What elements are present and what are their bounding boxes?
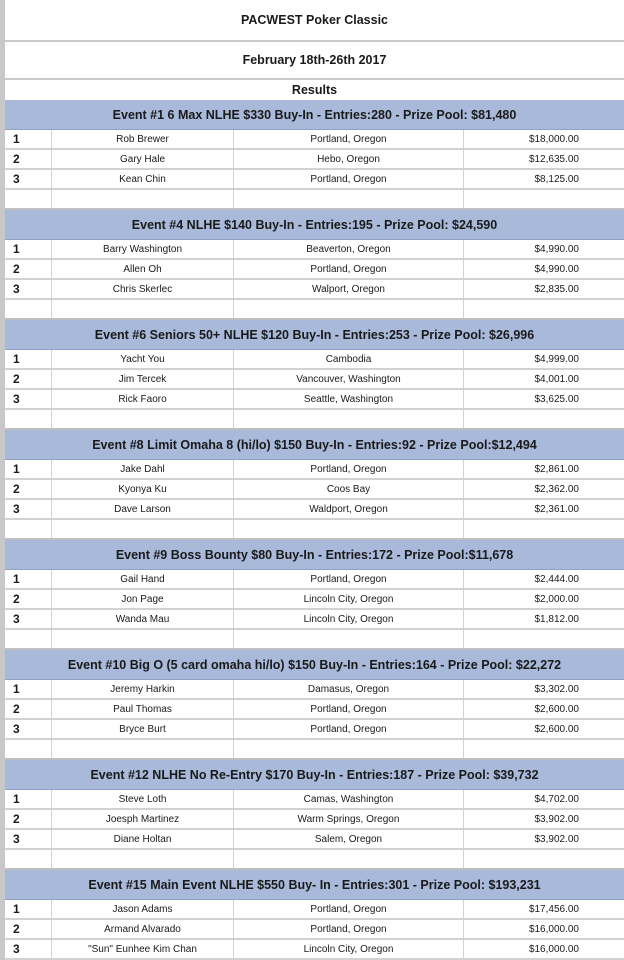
place-cell: 3	[5, 170, 52, 188]
player-name-cell: Rob Brewer	[52, 130, 234, 148]
result-row	[5, 700, 624, 720]
hometown-cell: Vancouver, Washington	[234, 370, 464, 388]
player-name-cell: Armand Alvarado	[52, 920, 234, 938]
empty-cell	[5, 410, 52, 428]
result-row	[5, 940, 624, 960]
place-cell: 1	[5, 790, 52, 808]
player-name-cell: Barry Washington	[52, 240, 234, 258]
empty-cell	[464, 190, 624, 208]
empty-cell	[234, 850, 464, 868]
place-cell: 1	[5, 130, 52, 148]
hometown-cell: Coos Bay	[234, 480, 464, 498]
player-name-cell: Jake Dahl	[52, 460, 234, 478]
place-cell: 1	[5, 240, 52, 258]
event-header: Event #8 Limit Omaha 8 (hi/lo) $150 Buy-In - Entries:92 - Prize Pool:$12,494	[5, 430, 624, 460]
hometown-cell: Portland, Oregon	[234, 460, 464, 478]
hometown-cell: Salem, Oregon	[234, 830, 464, 848]
empty-cell	[52, 300, 234, 318]
prize-cell: $2,362.00	[534, 483, 579, 495]
result-row	[5, 590, 624, 610]
hometown-cell: Lincoln City, Oregon	[234, 940, 464, 958]
prize-cell: $3,902.00	[534, 813, 579, 825]
hometown-cell: Portland, Oregon	[234, 700, 464, 718]
player-name-cell: Kyonya Ku	[52, 480, 234, 498]
result-row	[5, 460, 624, 480]
prize-cell: $4,990.00	[534, 243, 579, 255]
result-row	[5, 900, 624, 920]
event-block	[5, 100, 624, 210]
place-cell: 3	[5, 830, 52, 848]
events-list	[5, 100, 624, 960]
hometown-cell: Portland, Oregon	[234, 720, 464, 738]
place-cell: 2	[5, 810, 52, 828]
result-row	[5, 280, 624, 300]
place-cell: 3	[5, 500, 52, 518]
place-cell: 1	[5, 570, 52, 588]
spacer-row	[5, 190, 624, 210]
result-row	[5, 390, 624, 410]
event-header: Event #1 6 Max NLHE $330 Buy-In - Entries:280 - Prize Pool: $81,480	[5, 100, 624, 130]
result-row	[5, 680, 624, 700]
event-block	[5, 430, 624, 540]
result-row	[5, 570, 624, 590]
hometown-cell: Portland, Oregon	[234, 900, 464, 918]
empty-cell	[5, 300, 52, 318]
empty-cell	[5, 740, 52, 758]
player-name-cell: Dave Larson	[52, 500, 234, 518]
hometown-cell: Portland, Oregon	[234, 260, 464, 278]
hometown-cell: Warm Springs, Oregon	[234, 810, 464, 828]
hometown-cell: Hebo, Oregon	[234, 150, 464, 168]
hometown-cell: Portland, Oregon	[234, 920, 464, 938]
empty-cell	[5, 190, 52, 208]
place-cell: 1	[5, 460, 52, 478]
player-name-cell: Joesph Martinez	[52, 810, 234, 828]
result-row	[5, 480, 624, 500]
hometown-cell: Portland, Oregon	[234, 170, 464, 188]
player-name-cell: Jeremy Harkin	[52, 680, 234, 698]
place-cell: 3	[5, 390, 52, 408]
event-header: Event #4 NLHE $140 Buy-In - Entries:195 - Prize Pool: $24,590	[5, 210, 624, 240]
spacer-row	[5, 740, 624, 760]
empty-cell	[5, 520, 52, 538]
empty-cell	[234, 190, 464, 208]
result-row	[5, 790, 624, 810]
prize-cell: $3,902.00	[534, 833, 579, 845]
result-row	[5, 610, 624, 630]
player-name-cell: Jon Page	[52, 590, 234, 608]
empty-cell	[464, 520, 624, 538]
player-name-cell: Paul Thomas	[52, 700, 234, 718]
event-header: Event #10 Big O (5 card omaha hi/lo) $150 Buy-In - Entries:164 - Prize Pool: $22,272	[5, 650, 624, 680]
event-header: Event #15 Main Event NLHE $550 Buy- In - Entries:301 - Prize Pool: $193,231	[5, 870, 624, 900]
prize-cell: $16,000.00	[528, 923, 579, 935]
event-header: Event #9 Boss Bounty $80 Buy-In - Entries:172 - Prize Pool:$11,678	[5, 540, 624, 570]
player-name-cell: Yacht You	[52, 350, 234, 368]
hometown-cell: Damasus, Oregon	[234, 680, 464, 698]
spacer-row	[5, 630, 624, 650]
hometown-cell: Waldport, Oregon	[234, 500, 464, 518]
player-name-cell: Rick Faoro	[52, 390, 234, 408]
spacer-row	[5, 850, 624, 870]
empty-cell	[5, 850, 52, 868]
hometown-cell: Portland, Oregon	[234, 570, 464, 588]
result-row	[5, 830, 624, 850]
spacer-row	[5, 300, 624, 320]
place-cell: 2	[5, 150, 52, 168]
prize-cell: $4,999.00	[534, 353, 579, 365]
player-name-cell: Diane Holtan	[52, 830, 234, 848]
place-cell: 3	[5, 610, 52, 628]
prize-cell: $2,444.00	[534, 573, 579, 585]
place-cell: 1	[5, 350, 52, 368]
event-block	[5, 320, 624, 430]
prize-cell: $2,000.00	[534, 593, 579, 605]
event-block	[5, 760, 624, 870]
prize-cell: $4,990.00	[534, 263, 579, 275]
empty-cell	[234, 520, 464, 538]
prize-cell: $1,812.00	[534, 613, 579, 625]
place-cell: 2	[5, 590, 52, 608]
result-row	[5, 810, 624, 830]
place-cell: 3	[5, 720, 52, 738]
empty-cell	[52, 740, 234, 758]
player-name-cell: Chris Skerlec	[52, 280, 234, 298]
player-name-cell: Bryce Burt	[52, 720, 234, 738]
result-row	[5, 130, 624, 150]
prize-cell: $17,456.00	[528, 903, 579, 915]
hometown-cell: Seattle, Washington	[234, 390, 464, 408]
empty-cell	[52, 410, 234, 428]
hometown-cell: Cambodia	[234, 350, 464, 368]
prize-cell: $4,702.00	[534, 793, 579, 805]
place-cell: 1	[5, 900, 52, 918]
prize-cell: $12,635.00	[528, 153, 579, 165]
hometown-cell: Beaverton, Oregon	[234, 240, 464, 258]
player-name-cell: Gail Hand	[52, 570, 234, 588]
result-row	[5, 370, 624, 390]
prize-cell: $18,000.00	[528, 133, 579, 145]
prize-cell: $8,125.00	[534, 173, 579, 185]
hometown-cell: Lincoln City, Oregon	[234, 610, 464, 628]
place-cell: 1	[5, 680, 52, 698]
place-cell: 2	[5, 920, 52, 938]
player-name-cell: Steve Loth	[52, 790, 234, 808]
player-name-cell: "Sun" Eunhee Kim Chan	[52, 940, 234, 958]
prize-cell: $2,835.00	[534, 283, 579, 295]
spacer-row	[5, 520, 624, 540]
prize-cell: $3,625.00	[534, 393, 579, 405]
place-cell: 3	[5, 940, 52, 958]
empty-cell	[234, 300, 464, 318]
event-block	[5, 870, 624, 960]
player-name-cell: Jim Tercek	[52, 370, 234, 388]
place-cell: 2	[5, 700, 52, 718]
event-block	[5, 540, 624, 650]
empty-cell	[52, 190, 234, 208]
empty-cell	[52, 850, 234, 868]
place-cell: 2	[5, 480, 52, 498]
result-row	[5, 240, 624, 260]
document-title: PACWEST Poker Classic	[5, 0, 624, 42]
event-dates: February 18th-26th 2017	[5, 42, 624, 80]
empty-cell	[464, 410, 624, 428]
result-row	[5, 350, 624, 370]
prize-cell: $2,361.00	[534, 503, 579, 515]
result-row	[5, 260, 624, 280]
empty-cell	[234, 410, 464, 428]
empty-cell	[464, 630, 624, 648]
place-cell: 3	[5, 280, 52, 298]
place-cell: 2	[5, 260, 52, 278]
result-row	[5, 920, 624, 940]
result-row	[5, 150, 624, 170]
empty-cell	[234, 740, 464, 758]
results-label: Results	[291, 83, 338, 97]
empty-cell	[234, 630, 464, 648]
empty-cell	[464, 300, 624, 318]
prize-cell: $2,861.00	[534, 463, 579, 475]
prize-cell: $4,001.00	[534, 373, 579, 385]
hometown-cell: Portland, Oregon	[234, 130, 464, 148]
prize-cell: $2,600.00	[534, 723, 579, 735]
hometown-cell: Lincoln City, Oregon	[234, 590, 464, 608]
player-name-cell: Kean Chin	[52, 170, 234, 188]
result-row	[5, 500, 624, 520]
player-name-cell: Gary Hale	[52, 150, 234, 168]
prize-cell: $2,600.00	[534, 703, 579, 715]
player-name-cell: Wanda Mau	[52, 610, 234, 628]
place-cell: 2	[5, 370, 52, 388]
prize-cell: $3,302.00	[534, 683, 579, 695]
hometown-cell: Camas, Washington	[234, 790, 464, 808]
event-header: Event #6 Seniors 50+ NLHE $120 Buy-In - Entries:253 - Prize Pool: $26,996	[5, 320, 624, 350]
result-row	[5, 720, 624, 740]
event-block	[5, 650, 624, 760]
player-name-cell: Jason Adams	[52, 900, 234, 918]
hometown-cell: Walport, Oregon	[234, 280, 464, 298]
empty-cell	[52, 520, 234, 538]
event-header: Event #12 NLHE No Re-Entry $170 Buy-In - Entries:187 - Prize Pool: $39,732	[5, 760, 624, 790]
event-block	[5, 210, 624, 320]
empty-cell	[5, 630, 52, 648]
empty-cell	[52, 630, 234, 648]
prize-cell: $16,000.00	[528, 943, 579, 955]
result-row	[5, 170, 624, 190]
empty-cell	[464, 740, 624, 758]
player-name-cell: Allen Oh	[52, 260, 234, 278]
spacer-row	[5, 410, 624, 430]
empty-cell	[464, 850, 624, 868]
